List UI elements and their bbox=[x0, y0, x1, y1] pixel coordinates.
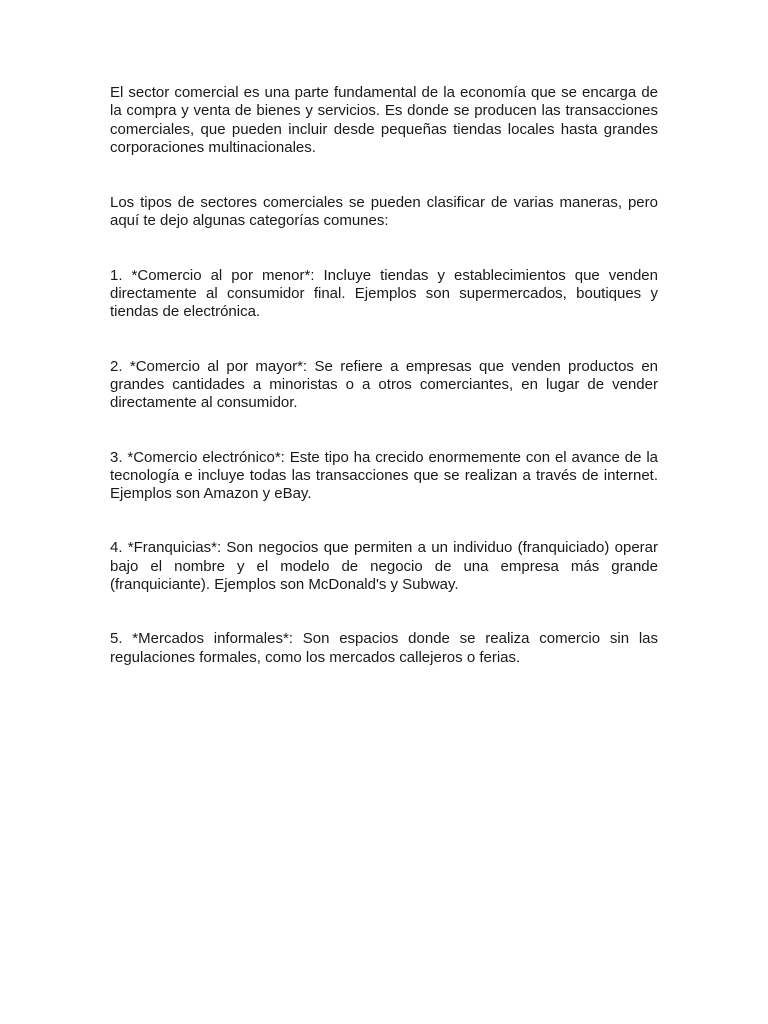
list-item-wholesale: 2. *Comercio al por mayor*: Se refiere a empresas que venden productos en grandes cantidades a minoristas o a otros comerciantes, en lugar de vender directamente al consumidor. bbox=[110, 357, 658, 412]
types-intro-paragraph: Los tipos de sectores comerciales se pueden clasificar de varias maneras, pero aquí te dejo algunas categorías comunes: bbox=[110, 194, 658, 230]
list-item-ecommerce: 3. *Comercio electrónico*: Este tipo ha crecido enormemente con el avance de la tecnología e incluye todas las transacciones que se realizan a través de internet. Ejemplos son Amazon y eBay. bbox=[110, 448, 658, 503]
list-item-retail: 1. *Comercio al por menor*: Incluye tiendas y establecimientos que venden directamente al consumidor final. Ejemplos son supermercados, boutiques y tiendas de electrónica. bbox=[110, 266, 658, 321]
document-body bbox=[110, 84, 658, 667]
list-item-informal-markets: 5. *Mercados informales*: Son espacios donde se realiza comercio sin las regulaciones formales, como los mercados callejeros o ferias. bbox=[110, 630, 658, 666]
list-item-franchises: 4. *Franquicias*: Son negocios que permiten a un individuo (franquiciado) operar bajo el nombre y el modelo de negocio de una empresa más grande (franquiciante). Ejemplos son McDonald's y Subway. bbox=[110, 539, 658, 594]
intro-paragraph: El sector comercial es una parte fundamental de la economía que se encarga de la compra y venta de bienes y servicios. Es donde se producen las transacciones comerciales, que pueden incluir desde pequeñas tiendas locales hasta grandes corporaciones multinacionales. bbox=[110, 84, 658, 156]
